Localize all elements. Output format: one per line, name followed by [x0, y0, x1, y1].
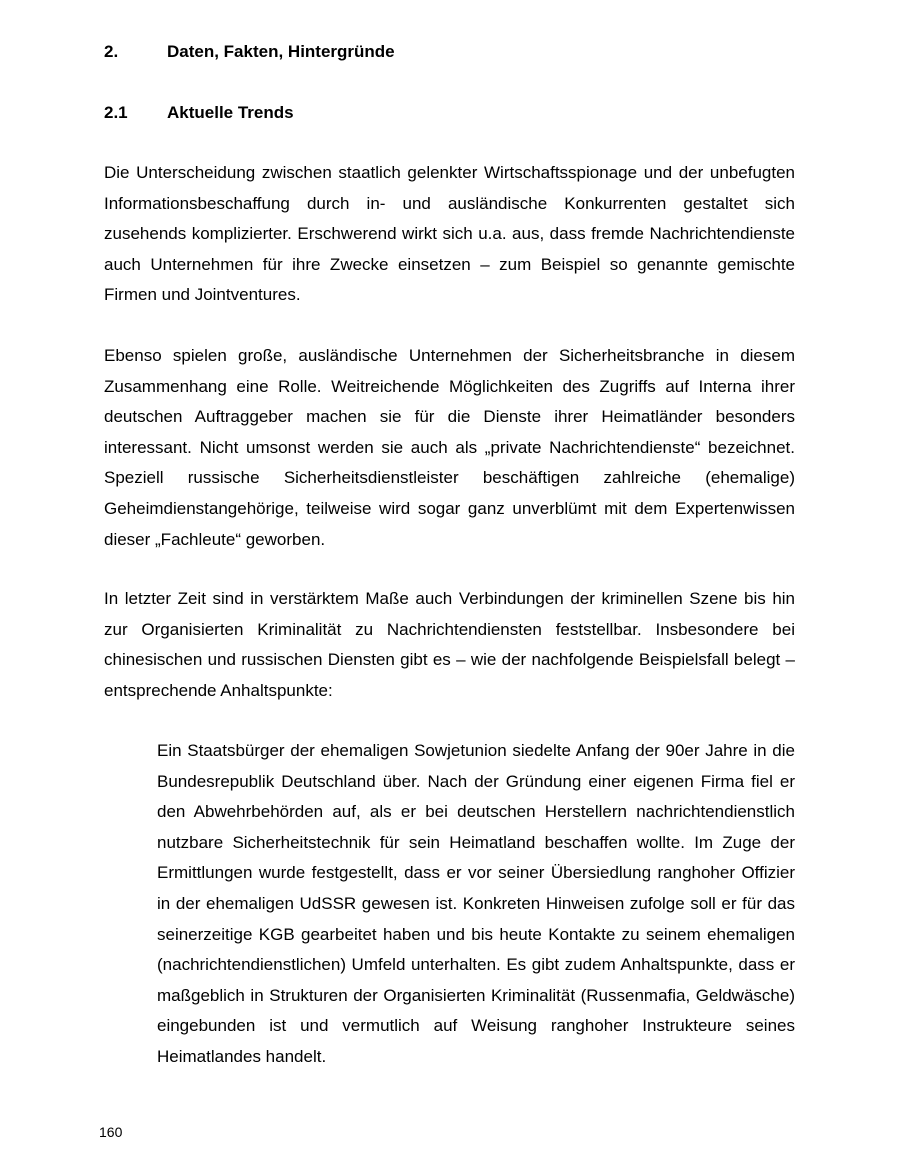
section-title: Daten, Fakten, Hintergründe — [167, 42, 395, 61]
paragraph-2: Ebenso spielen große, ausländische Unternehmen der Sicherheitsbranche in diesem Zusammenhang eine Rolle. Weitreichende Möglichkeiten des Zugriffs auf Interna ihrer deutschen Auftraggeber machen sie für die Dienste ihrer Heimatländer besonders interessant. Nicht umsonst werden sie auch als „private Nachrichtendienste“ bezeichnet. Speziell russische Sicherheitsdienstleister beschäftigen zahlreiche (ehemalige) Geheimdienstangehörige, teilweise wird sogar ganz unverblümt mit dem Expertenwissen dieser „Fachleute“ geworben. — [104, 346, 795, 549]
example-case-block: Ein Staatsbürger der ehemaligen Sowjetunion siedelte Anfang der 90er Jahre in die Bundesrepublik Deutschland über. Nach der Gründung einer eigenen Firma fiel er den Abwehrbehörden auf, als er bei deutschen Herstellern nachrichtendienstlich nutzbare Sicherheitstechnik für sein Heimatland beschaffen wollte. Im Zuge der Ermittlungen wurde festgestellt, dass er vor seiner Übersiedlung ranghoher Offizier in der ehemaligen UdSSR gewesen ist. Konkreten Hinweisen zufolge soll er für das seinerzeitige KGB gearbeitet haben und bis heute Kontakte zu seinem ehemaligen (nachrichtendienstlichen) Umfeld unterhalten. Es gibt zudem Anhaltspunkte, dass er maßgeblich in Strukturen der Organisierten Kriminalität (Russenmafia, Geldwäsche) eingebunden ist und vermutlich auf Weisung ranghoher Instrukteure seines Heimatlandes handelt. — [157, 741, 795, 1066]
page-number: 160 — [99, 1124, 123, 1140]
subsection-heading — [104, 103, 294, 123]
paragraph-3: In letzter Zeit sind in verstärktem Maße auch Verbindungen der kriminellen Szene bis hin zur Organisierten Kriminalität zu Nachrichtendiensten feststellbar. Insbesondere bei chinesischen und russischen Diensten gibt es – wie der nachfolgende Beispielsfall belegt – entsprechende Anhaltspunkte: — [104, 589, 795, 700]
paragraph-1: Die Unterscheidung zwischen staatlich gelenkter Wirtschaftsspionage und der unbefugten Informationsbeschaffung durch in- und ausländische Konkurrenten gestaltet sich zusehends komplizierter. Erschwerend wirkt sich u.a. aus, dass fremde Nachrichtendienste auch Unternehmen für ihre Zwecke einsetzen – zum Beispiel so genannte gemischte Firmen und Jointventures. — [104, 163, 795, 305]
subsection-title: Aktuelle Trends — [167, 103, 294, 122]
section-heading — [104, 42, 395, 62]
section-number: 2. — [104, 42, 119, 61]
subsection-number: 2.1 — [104, 103, 128, 122]
